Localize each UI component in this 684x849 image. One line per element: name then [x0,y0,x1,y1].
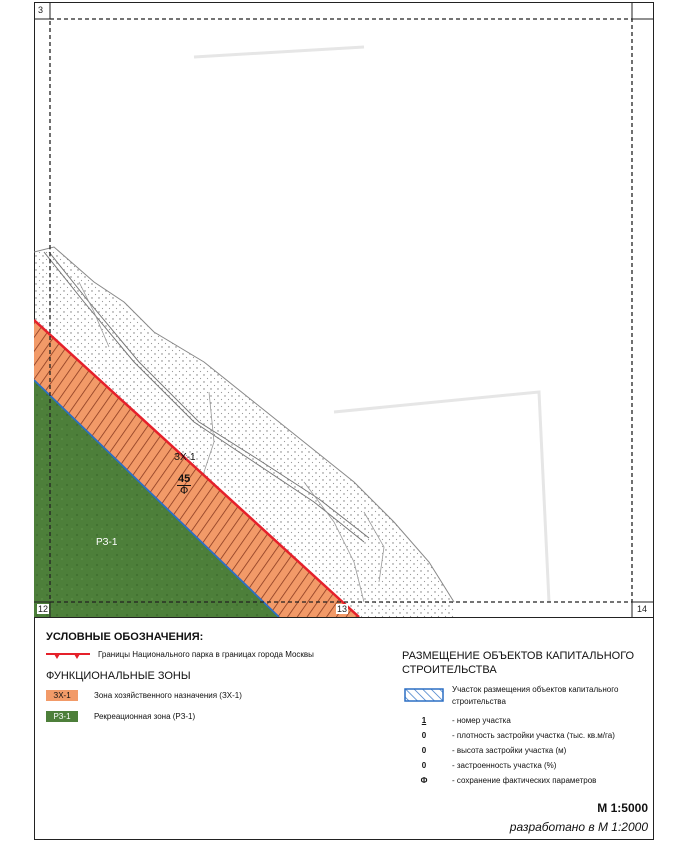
economic-zone-text: Зона хозяйственного назначения (ЗХ-1) [94,691,242,700]
map-canvas[interactable] [34,2,654,617]
economic-zone-swatch: ЗХ-1 [46,690,78,701]
legend-title: УСЛОВНЫЕ ОБОЗНАЧЕНИЯ: [46,631,204,643]
map-scale: М 1:5000 [597,801,648,815]
zone-label-rz: РЗ-1 [96,537,118,548]
grid-number-bottom-mid: 13 [337,604,348,614]
plot-parameters-label [177,474,191,497]
param-text-density: - плотность застройки участка (тыс. кв.м/га) [452,731,615,740]
plot-number: 45 [178,473,191,485]
param-text-coverage: - застроенность участка (%) [452,761,557,770]
param-text-number: - номер участка [452,716,511,725]
development-scale: разработано в М 1:2000 [509,820,648,834]
param-symbol-density: 0 [421,731,427,740]
param-text-height: - высота застройки участка (м) [452,746,567,755]
functional-zones-title: ФУНКЦИОНАЛЬНЫЕ ЗОНЫ [46,670,191,682]
capital-construction-title: РАЗМЕЩЕНИЕ ОБЪЕКТОВ КАПИТАЛЬНОГО СТРОИТЕЛЬСТВА [402,650,635,676]
param-symbol-preserve: Ф [420,776,428,785]
capital-plot-swatch [404,688,444,702]
param-symbol-height: 0 [421,746,427,755]
recreation-zone-swatch: РЗ-1 [46,711,78,722]
plot-parameter-symbol: Ф [179,485,189,497]
recreation-zone-text: Рекреационная зона (РЗ-1) [94,712,196,721]
param-symbol-number: 1 [421,716,427,725]
param-text-preserve: - сохранение фактических параметров [452,776,597,785]
park-boundary-text: Границы Национального парка в границах города Москвы [98,650,314,659]
park-boundary-symbol [46,648,90,662]
capital-plot-description: Участок размещения объектов капитального строительства [452,685,619,706]
grid-number-bottom-right: 14 [637,604,648,614]
zone-label-zh: ЗХ-1 [174,452,196,463]
grid-number-bottom-left: 12 [38,604,49,614]
map-drawing [34,2,654,617]
param-symbol-coverage: 0 [421,761,427,770]
grid-number-top-left: 3 [38,5,44,15]
legend-divider [34,617,654,618]
